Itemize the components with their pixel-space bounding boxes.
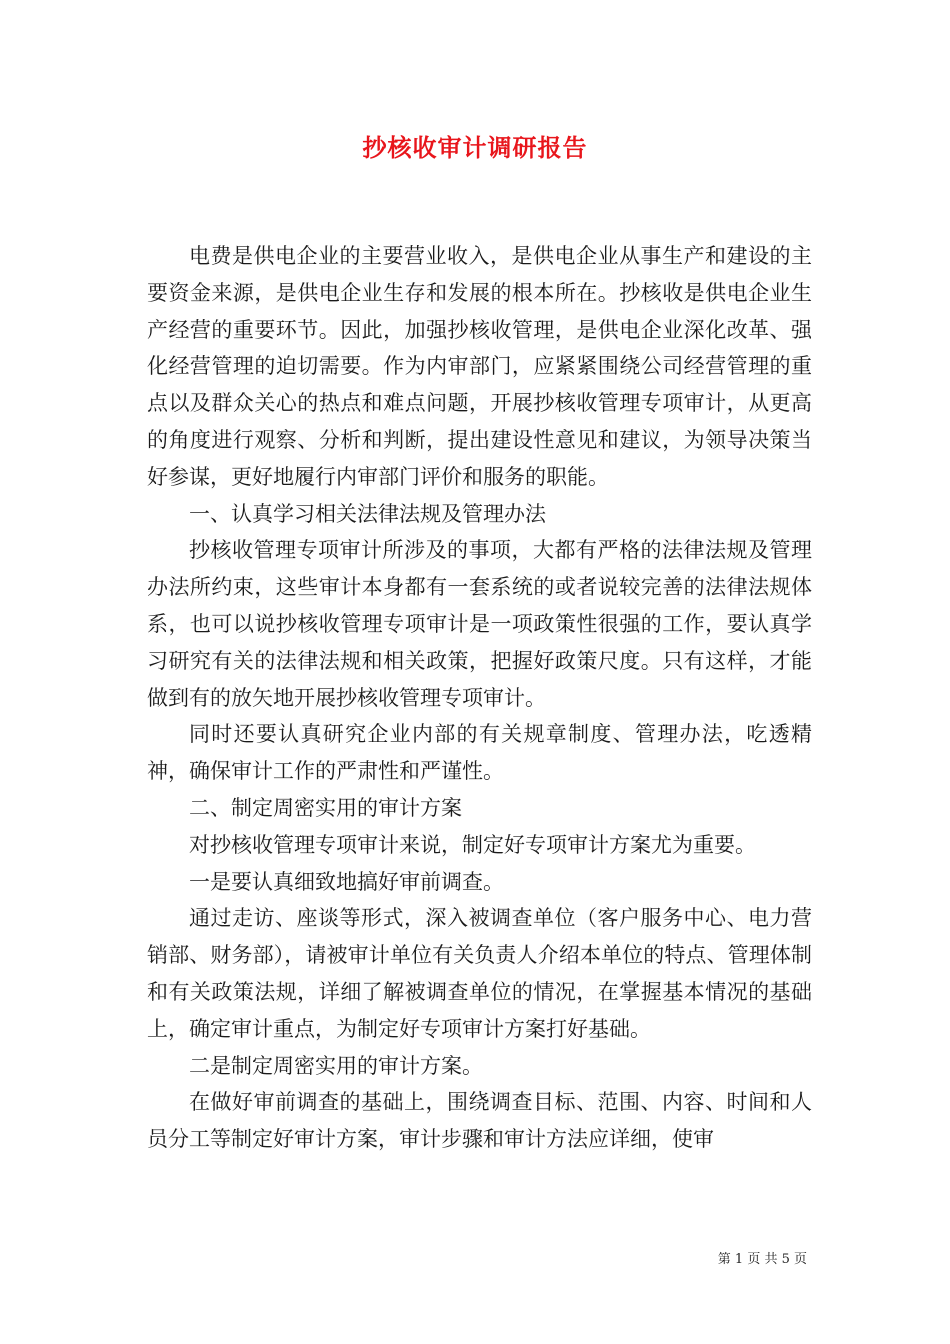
paragraph: 通过走访、座谈等形式，深入被调查单位（客户服务中心、电力营销部、财务部），请被审计单位有关负责人介绍本单位的特点、管理体制和有关政策法规，详细了解被调查单位的情况，在掌握基本情况的基础上，确定审计重点，为制定好专项审计方案打好基础。: [147, 906, 812, 1041]
document-body: [147, 238, 812, 1158]
subheading: 二是制定周密实用的审计方案。: [189, 1053, 483, 1078]
subheading: 一是要认真细致地搞好审前调查。: [189, 869, 504, 894]
page-number: 第 1 页 共 5 页: [717, 1252, 807, 1267]
paragraph: 同时还要认真研究企业内部的有关规章制度、管理办法，吃透精神，确保审计工作的严肃性和严谨性。: [147, 722, 812, 784]
section-heading-2: 二、制定周密实用的审计方案: [189, 795, 462, 820]
paragraph-intro: 电费是供电企业的主要营业收入，是供电企业从事生产和建设的主要资金来源，是供电企业生存和发展的根本所在。抄核收是供电企业生产经营的重要环节。因此，加强抄核收管理，是供电企业深化改革、强化经营管理的迫切需要。作为内审部门，应紧紧围绕公司经营管理的重点以及群众关心的热点和难点问题，开展抄核收管理专项审计，从更高的角度进行观察、分析和判断，提出建设性意见和建议，为领导决策当好参谋，更好地履行内审部门评价和服务的职能。: [147, 244, 812, 489]
document-title: 抄核收审计调研报告: [362, 133, 588, 162]
paragraph: 对抄核收管理专项审计来说，制定好专项审计方案尤为重要。: [189, 832, 756, 857]
section-heading-1: 一、认真学习相关法律法规及管理办法: [189, 501, 546, 526]
paragraph: 在做好审前调查的基础上，围绕调查目标、范围、内容、时间和人员分工等制定好审计方案，审计步骤和审计方法应详细，使审: [147, 1090, 812, 1152]
paragraph: 抄核收管理专项审计所涉及的事项，大都有严格的法律法规及管理办法所约束，这些审计本身都有一套系统的或者说较完善的法律法规体系，也可以说抄核收管理专项审计是一项政策性很强的工作，要认真学习研究有关的法律法规和相关政策，把握好政策尺度。只有这样，才能做到有的放矢地开展抄核收管理专项审计。: [147, 538, 812, 710]
